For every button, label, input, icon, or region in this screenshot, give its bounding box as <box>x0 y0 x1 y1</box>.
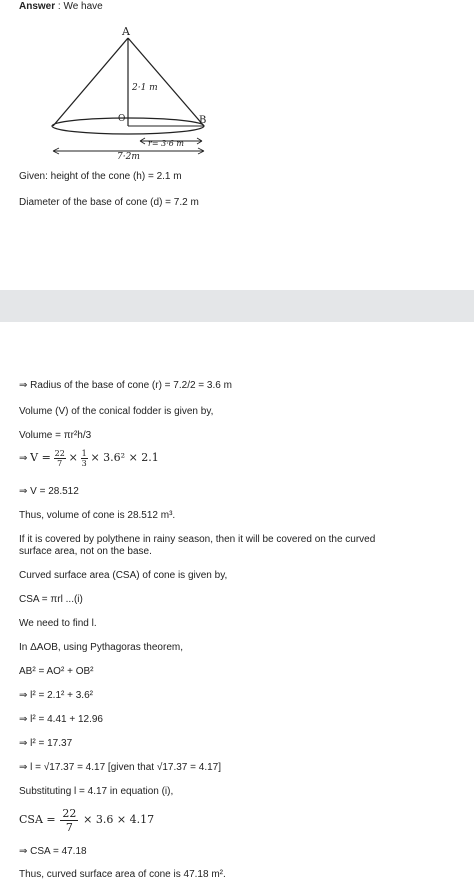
csa-substitution <box>19 806 154 835</box>
edge-label: B <box>199 115 207 126</box>
volume-intro: Volume (V) of the conical fodder is given by, <box>19 406 214 417</box>
given-diameter: Diameter of the base of cone (d) = 7.2 m <box>19 197 199 208</box>
given-height: Given: height of the cone (h) = 2.1 m <box>19 171 182 182</box>
volume-formula: Volume = πr²h/3 <box>19 430 92 441</box>
fraction-22-7: $\frac{22}{7}$ <box>54 448 65 468</box>
cone-left-edge <box>53 38 128 126</box>
l-equation-4: ⇒ l = √17.37 = 4.17 [given that √17.37 = 4.17] <box>19 762 221 773</box>
need-l: We need to find l. <box>19 618 97 629</box>
polythene-line-1: If it is covered by polythene in rainy season, then it will be covered on the curved <box>19 534 376 545</box>
csa-sub-rest: × 3.6 × 4.17 <box>83 813 155 826</box>
volume-conclusion: Thus, volume of cone is 28.512 m³. <box>19 510 176 521</box>
separator-band <box>0 290 474 322</box>
l-equation-3: ⇒ l² = 17.37 <box>19 738 73 749</box>
answer-label: Answer <box>19 1 56 12</box>
csa-sub-lhs: CSA = <box>19 813 56 826</box>
l-equation-2: ⇒ l² = 4.41 + 12.96 <box>19 714 103 725</box>
answer-heading <box>19 1 103 13</box>
answer-intro: : We have <box>57 1 103 12</box>
substituting-line: Substituting l = 4.17 in equation (i), <box>19 786 174 797</box>
l-equation-1: ⇒ l² = 2.1² + 3.6² <box>19 690 93 701</box>
radius-line-text: ⇒ Radius of the base of cone (r) = 7.2/2 = 3.6 m <box>19 380 232 391</box>
radius-label: r= 3·6 m <box>148 139 184 148</box>
center-label: O <box>118 114 126 124</box>
cone-right-edge <box>128 38 207 126</box>
volume-substitution: ⇒ V = $\frac{22}{7}$ × $\frac{1}{3}$ × 3.6² × 2.1 <box>19 448 159 468</box>
csa-conclusion: Thus, curved surface area of cone is 47.18 m². <box>19 869 226 880</box>
csa-intro: Curved surface area (CSA) of cone is given by, <box>19 570 228 581</box>
ab-equation: AB² = AO² + OB² <box>19 666 94 677</box>
fraction-1-3: $\frac{1}{3}$ <box>81 448 87 468</box>
pythagoras-line: In ΔAOB, using Pythagoras theorem, <box>19 642 183 653</box>
diameter-label: 7·2m <box>117 152 140 162</box>
volume-sub-prefix: ⇒ <box>19 453 28 464</box>
volume-sub-rest: × 3.6² × 2.1 <box>90 451 159 464</box>
csa-result: ⇒ CSA = 47.18 <box>19 846 87 857</box>
csa-formula: CSA = πrl ...(i) <box>19 594 83 605</box>
volume-sub-v: V = <box>30 451 51 464</box>
csa-fraction-22-7: $\frac{22}{7}$ <box>62 806 77 834</box>
height-label: 2·1 m <box>132 83 158 93</box>
apex-label: A <box>122 25 130 38</box>
polythene-line-2: surface area, not on the base. <box>19 546 152 557</box>
volume-result: ⇒ V = 28.512 <box>19 486 79 497</box>
cone-figure <box>40 22 230 162</box>
